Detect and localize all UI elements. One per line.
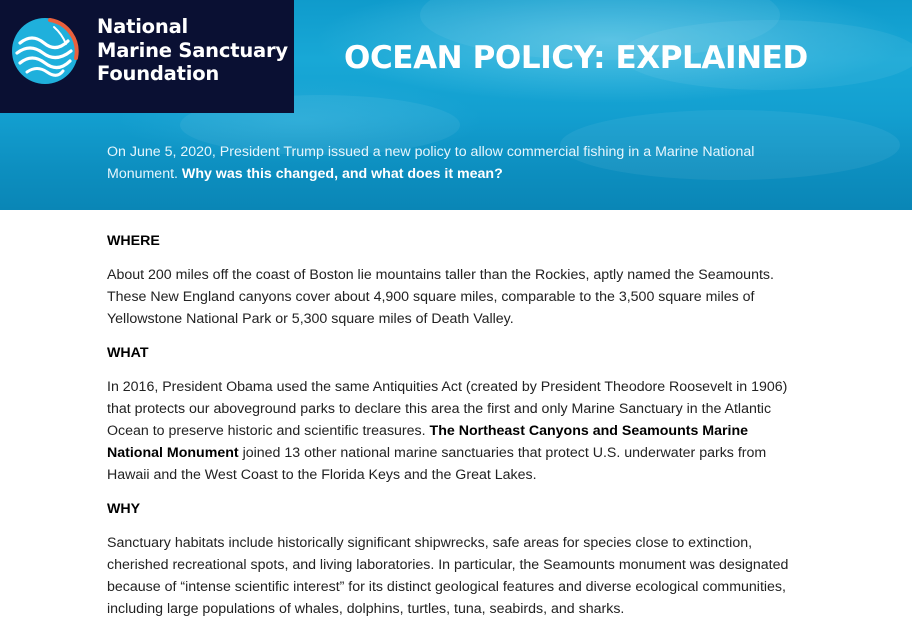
org-name-line-3: Foundation bbox=[97, 62, 220, 85]
what-text-before: In 2016, President Obama used the same Antiquities Act (created by President Theodore Roosevelt in 1906) that protects our aboveground parks to declare this area the first and only Marine Sanctuary in the Atlantic Ocean to preserve historic and scientific treasures. bbox=[107, 379, 788, 439]
intro-question: Why was this changed, and what does it mean? bbox=[181, 166, 503, 182]
section-heading-what: WHAT bbox=[107, 345, 149, 361]
page-title: OCEAN POLICY: EXPLAINED bbox=[344, 40, 808, 76]
org-name-line-2: Marine Sanctuary bbox=[97, 38, 288, 62]
section-heading-why: WHY bbox=[107, 501, 141, 517]
monument-name: The Northeast Canyons and Seamounts Marine National Monument bbox=[107, 423, 749, 461]
section-body-what bbox=[107, 376, 807, 486]
header-banner bbox=[0, 0, 912, 210]
org-name-line-1: National bbox=[97, 15, 189, 38]
document-body bbox=[107, 230, 807, 620]
intro-paragraph bbox=[107, 141, 807, 185]
what-text-after: joined 13 other national marine sanctuaries that protect U.S. underwater parks from Hawaii and the West Coast to the Florida Keys and the Great Lakes. bbox=[107, 445, 767, 483]
intro-text: On June 5, 2020, President Trump issued a new policy to allow commercial fishing in a Marine National Monument. bbox=[107, 144, 755, 182]
section-body-where: About 200 miles off the coast of Boston lie mountains taller than the Rockies, aptly named the Seamounts. These New England canyons cover about 4,900 square miles, comparable to the 3,500 square miles of Yellowstone National Park or 5,300 square miles of Death Valley. bbox=[107, 267, 774, 327]
org-name bbox=[97, 15, 288, 86]
section-heading-where: WHERE bbox=[107, 233, 160, 249]
section-body-why: Sanctuary habitats include historically significant shipwrecks, safe areas for species close to extinction, cherished recreational spots, and living laboratories. In particular, the Seamounts monument was designated because of “intense scientific interest” for its distinct geological features and diverse ecological communities, including large populations of whales, dolphins, turtles, tuna, seabirds, and sharks. bbox=[107, 535, 789, 617]
logo-block bbox=[0, 0, 294, 113]
wave-globe-logo-icon bbox=[10, 16, 80, 86]
